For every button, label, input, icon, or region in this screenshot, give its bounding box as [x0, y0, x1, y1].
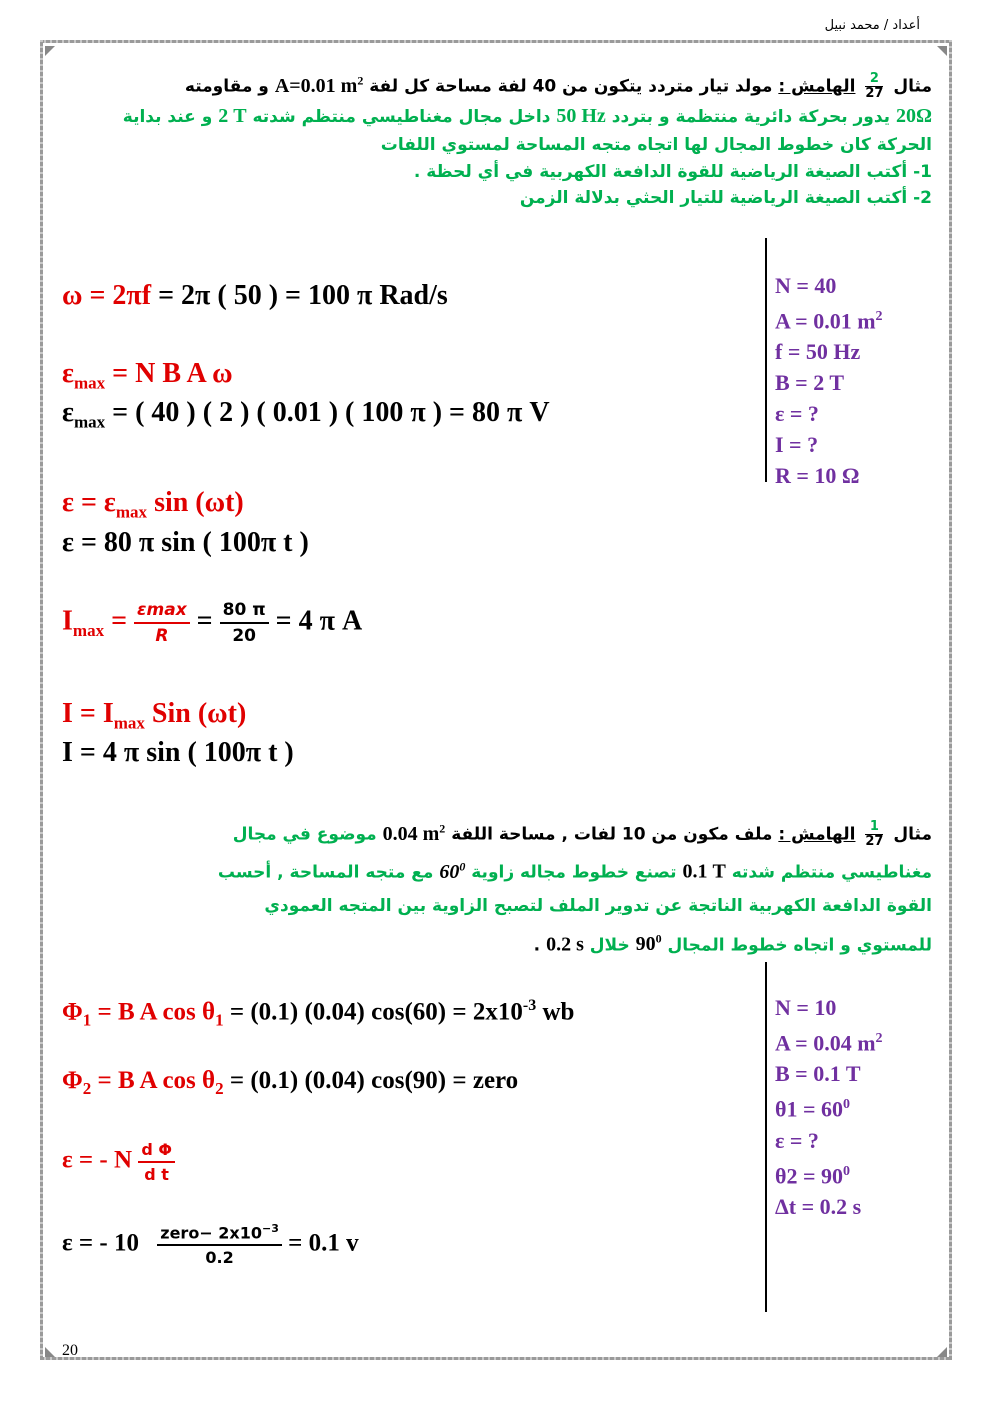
question-1: 1- أكتب الصيغة الرياضية للقوة الدافعة الكهربية في أي لحظة .: [413, 162, 932, 182]
example2-problem: مثال $\frac{1}{27}$ الهامش : ملف مكون من 10 لفات , مساحة اللفة 0.04 $m^2$ موضوع في مجال مغناطيسي منتظم شدته 0.1 T تصنع خطوط مجاله زاوية $60^0$ مع متجه المساحة , أحسب القوة الدافعة الكهربية الناتجة عن تدوير الملف لتصبح الزاوية بين المتجه العمودي للمستوي و اتجاه خطوط المجال $90^0$ خلال 0.2 s .: [217, 819, 932, 956]
page-number: 20: [62, 1342, 78, 1359]
current-value: I = 4 π sin ( 100π t ): [62, 737, 294, 768]
example-fraction: $\frac{2}{27}$: [865, 71, 884, 102]
example-label: مثال: [893, 824, 932, 845]
example1-given: N = 40 A = 0.01 $m^2$ f = 50 Hz B = 2 T ε = ? I = ? R = 10 Ω: [775, 273, 883, 489]
emf-result: ε = - 10 zero− $2x10^{-3}$ 0.2 = 0.1 v: [62, 1222, 359, 1268]
example1-problem: مثال $\frac{2}{27}$ الهامش : مولد تيار متردد يتكون من 40 لفة مساحة كل لفة A=0.01 $m^2$ و مقاومته 20Ω يدور بحركة دائرية منتظمة و بتردد 50 Hz داخل مجال مغناطيسي منتظم شدته 2 T و عند بداية الحركة كان خطوط المجال لها اتجاه متجه المساحة لمستوي اللفات 1- أكتب الصيغة الرياضية للقوة الدافعة الكهربية في أي لحظة . 2- أكتب الصيغة الرياضية للتيار الحثي بدلالة الزمن: [52, 66, 932, 211]
faraday-law: ε = - N $\frac{\text{d Φ}}{\text{d t}}$: [62, 1140, 175, 1184]
example2-given: N = 10 A = 0.04 $m^2$ B = 0.1 T $\theta 1 = 60^0$ ε = ? $\theta 2 = 90^0$ Δt = 0.2 s: [775, 995, 883, 1219]
divider-line: [765, 238, 767, 482]
current-formula: $I = I_{max}$ Sin (ωt): [62, 698, 247, 733]
question-2: 2- أكتب الصيغة الرياضية للتيار الحثي بدلالة الزمن: [519, 188, 932, 208]
imax-equation: $I_{max}$ = εmax R = $\frac{80 \pi}{20}$ = 4 π A: [62, 600, 363, 646]
emf-value: ε = 80 π sin ( 100π t ): [62, 527, 309, 558]
flux1-equation: $\Phi_1 = B$ A $\cos \theta_1 = (0.1)$ (0.04) $\cos(60) = 2x10^{-3}$ wb: [62, 997, 575, 1030]
example-source: الهامش :: [778, 824, 856, 845]
author-header: أعداد / محمد نبيل: [824, 18, 920, 33]
divider-line: [765, 962, 767, 1312]
emf-formula: $\varepsilon = \varepsilon_{max}$ sin (ωt): [62, 487, 244, 522]
example-label: مثال: [893, 76, 932, 97]
example-source: الهامش :: [778, 76, 856, 97]
example-fraction: $\frac{1}{27}$: [865, 819, 884, 850]
emax-formula: $\varepsilon_{max} = N$ B A ω: [62, 358, 233, 393]
flux2-equation: $\Phi_2 = B$ A $\cos \theta_2 = (0.1)$ (0.04) cos(90) = zero: [62, 1067, 519, 1098]
omega-equation: ω = 2πf = 2π ( 50 ) = 100 π Rad/s: [62, 280, 448, 311]
emax-value: $\varepsilon_{max}$ = ( 40 ) ( 2 ) ( 0.01 ) ( 100 π ) = 80 π V: [62, 397, 550, 432]
